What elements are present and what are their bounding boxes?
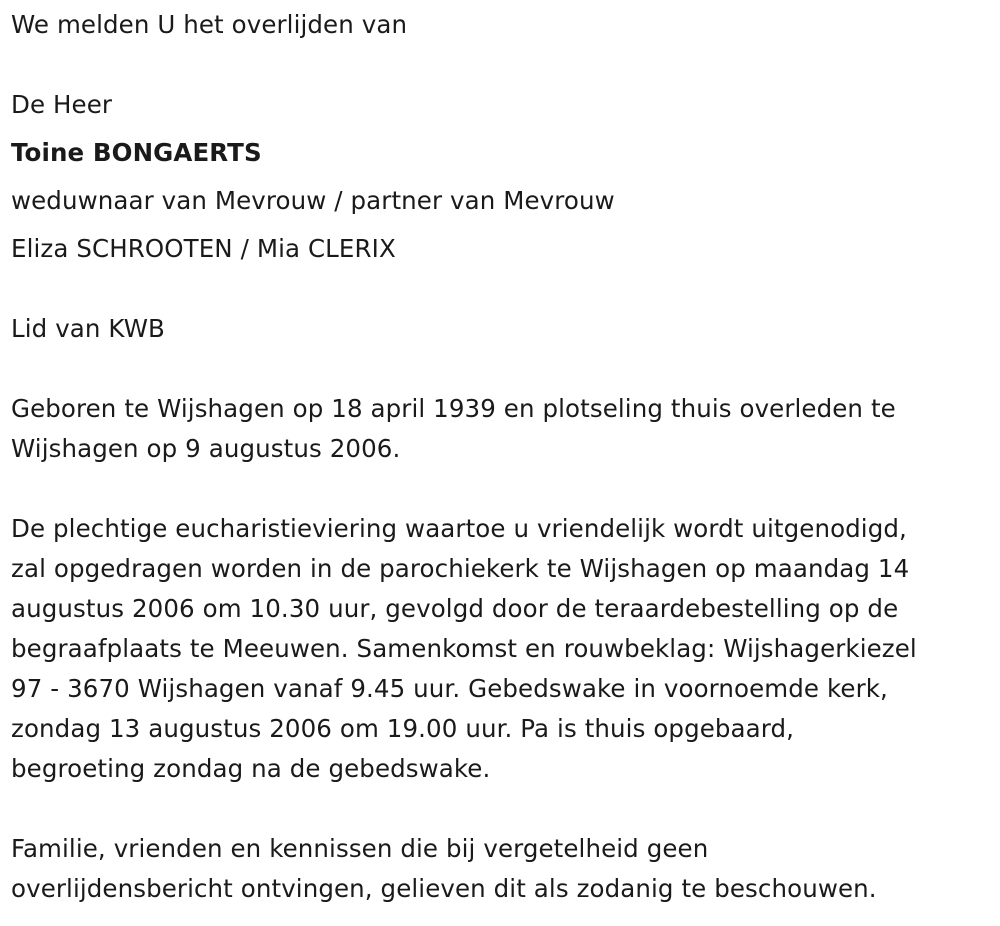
paragraph-line: zondag 13 augustus 2006 om 19.00 uur. Pa is thuis opgebaard, xyxy=(11,714,795,743)
paragraph-line: begraafplaats te Meeuwen. Samenkomst en rouwbeklag: Wijshagerkiezel xyxy=(11,634,917,663)
deceased-name: Toine BONGAERTS xyxy=(11,138,262,167)
paragraph-line: begroeting zondag na de gebedswake. xyxy=(11,754,491,783)
spacer xyxy=(11,469,996,509)
closing-paragraph xyxy=(11,829,996,909)
paragraph-line: 97 - 3670 Wijshagen vanaf 9.45 uur. Gebedswake in voornoemde kerk, xyxy=(11,674,888,703)
paragraph-line: zal opgedragen worden in de parochiekerk te Wijshagen op maandag 14 xyxy=(11,554,910,583)
membership-text: Lid van KWB xyxy=(11,314,165,343)
birth-death-paragraph xyxy=(11,389,996,469)
death-notice xyxy=(11,0,996,909)
paragraph-line: overlijdensbericht ontvingen, gelieven dit als zodanig te beschouwen. xyxy=(11,874,877,903)
spacer xyxy=(11,269,996,309)
paragraph-line: De plechtige eucharistieviering waartoe u vriendelijk wordt uitgenodigd, xyxy=(11,514,907,543)
intro-text: We melden U het overlijden van xyxy=(11,10,408,39)
honorific: De Heer xyxy=(11,90,113,119)
relation-text: weduwnaar van Mevrouw / partner van Mevrouw xyxy=(11,186,615,215)
spouse-names: Eliza SCHROOTEN / Mia CLERIX xyxy=(11,234,396,263)
paragraph-line: augustus 2006 om 10.30 uur, gevolgd door de teraardebestelling op de xyxy=(11,594,899,623)
spacer xyxy=(11,349,996,389)
ceremony-paragraph xyxy=(11,509,996,789)
spacer xyxy=(11,45,996,85)
paragraph-line: Geboren te Wijshagen op 18 april 1939 en plotseling thuis overleden te xyxy=(11,394,896,423)
paragraph-line: Wijshagen op 9 augustus 2006. xyxy=(11,434,401,463)
paragraph-line: Familie, vrienden en kennissen die bij vergetelheid geen xyxy=(11,834,709,863)
spacer xyxy=(11,789,996,829)
